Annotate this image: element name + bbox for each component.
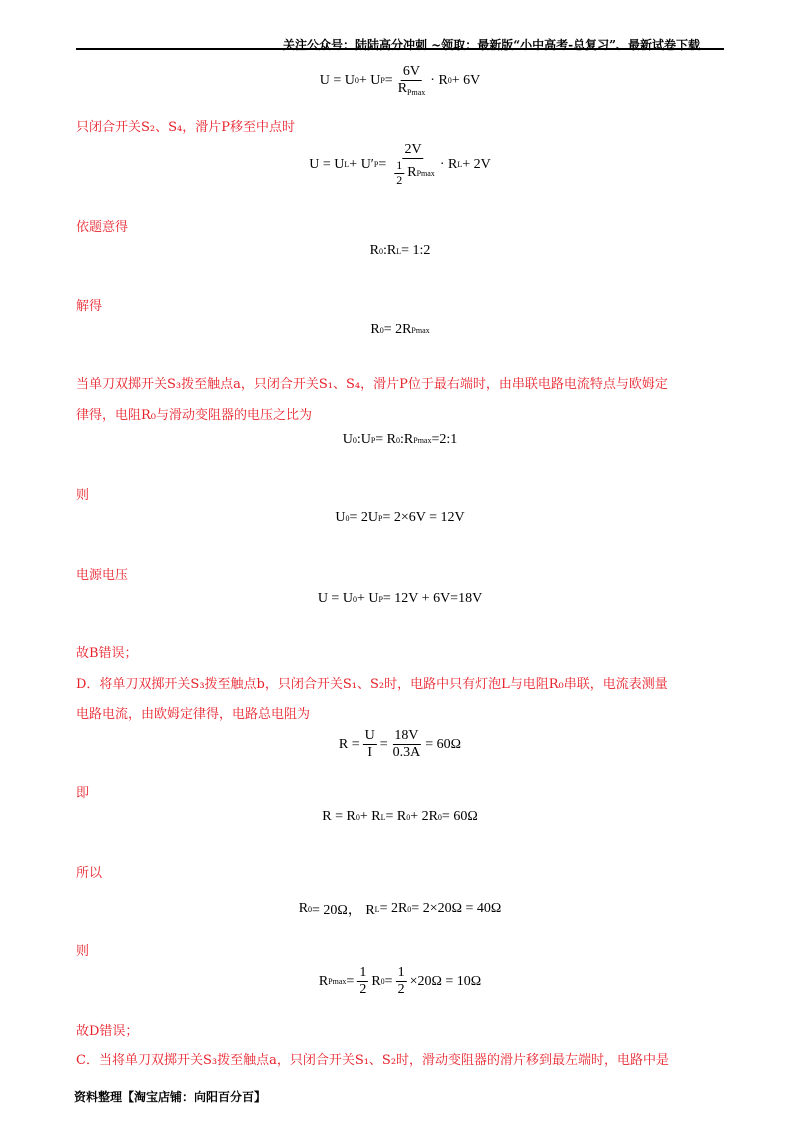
equation-9: R = R 0 + R L = R 0 + 2R 0 = 60Ω: [322, 809, 478, 824]
equation-8: R = $\frac{U}{I}$ = $\frac{18V}{0.3A}$ = 60Ω: [338, 728, 462, 761]
text-line-2: 依题意得: [76, 220, 129, 235]
text-line-12: 所以: [76, 866, 103, 881]
equation-5: U 0 :U P = R 0 :R Pmax =2:1: [342, 432, 458, 447]
equation-2: U = U L + U′ P = 2V $\frac{1}{2}$ R Pmax · R L + 2V: [309, 142, 491, 187]
text-line-5: 律得，电阻R₀与滑动变阻器的电压之比为: [76, 408, 312, 423]
text-line-3: 解得: [76, 299, 103, 314]
text-line-13: 则: [76, 944, 90, 959]
equation-11: R Pmax = $\frac{1}{2}$ R 0 = $\frac{1}{2}$ ×20Ω = 10Ω: [318, 965, 482, 998]
text-line-11: 即: [76, 786, 90, 801]
text-line-4: 当单刀双掷开关S₃拨至触点a，只闭合开关S₁、S₄，滑片P位于最右端时，由串联电路电流特点与欧姆定: [76, 377, 668, 392]
text-line-6: 则: [76, 488, 90, 503]
equation-6: U 0 = 2U P = 2×6V = 12V: [335, 510, 465, 525]
text-line-7: 电源电压: [76, 568, 129, 583]
equation-4: R 0 = 2R Pmax: [370, 322, 430, 337]
equation-1: U = U 0 + U P = $\frac{6V}{R_{Pmax}}$ · R 0 + 6V: [319, 64, 481, 98]
text-line-14: 故D错误；: [76, 1024, 139, 1039]
header-rule: [76, 48, 724, 50]
equation-7: U = U 0 + U P = 12V + 6V=18V: [317, 591, 483, 606]
equation-3: R 0 :R L = 1:2: [369, 243, 431, 258]
text-line-8: 故B错误；: [76, 646, 138, 661]
text-line-10: 电路电流，由欧姆定律得，电路总电阻为: [76, 707, 311, 722]
page-footer: 资料整理【淘宝店铺：向阳百分百】: [74, 1090, 267, 1104]
page-header: 关注公众号：陆陆高分冲刺 ~领取：最新版“小中高考-总复习”、最新试卷下载: [283, 38, 701, 52]
text-line-9: D．将单刀双掷开关S₃拨至触点b，只闭合开关S₁、S₂时，电路中只有灯泡L与电阻R₀串联，电流表测量: [76, 677, 668, 692]
text-line-1: 只闭合开关S₂、S₄，滑片P移至中点时: [76, 120, 295, 135]
equation-10: R 0 = 20Ω， R L = 2R 0 = 2×20Ω = 40Ω: [298, 901, 502, 918]
text-line-15: C．当将单刀双掷开关S₃拨至触点a，只闭合开关S₁、S₂时，滑动变阻器的滑片移到最左端时，电路中是: [76, 1053, 670, 1068]
